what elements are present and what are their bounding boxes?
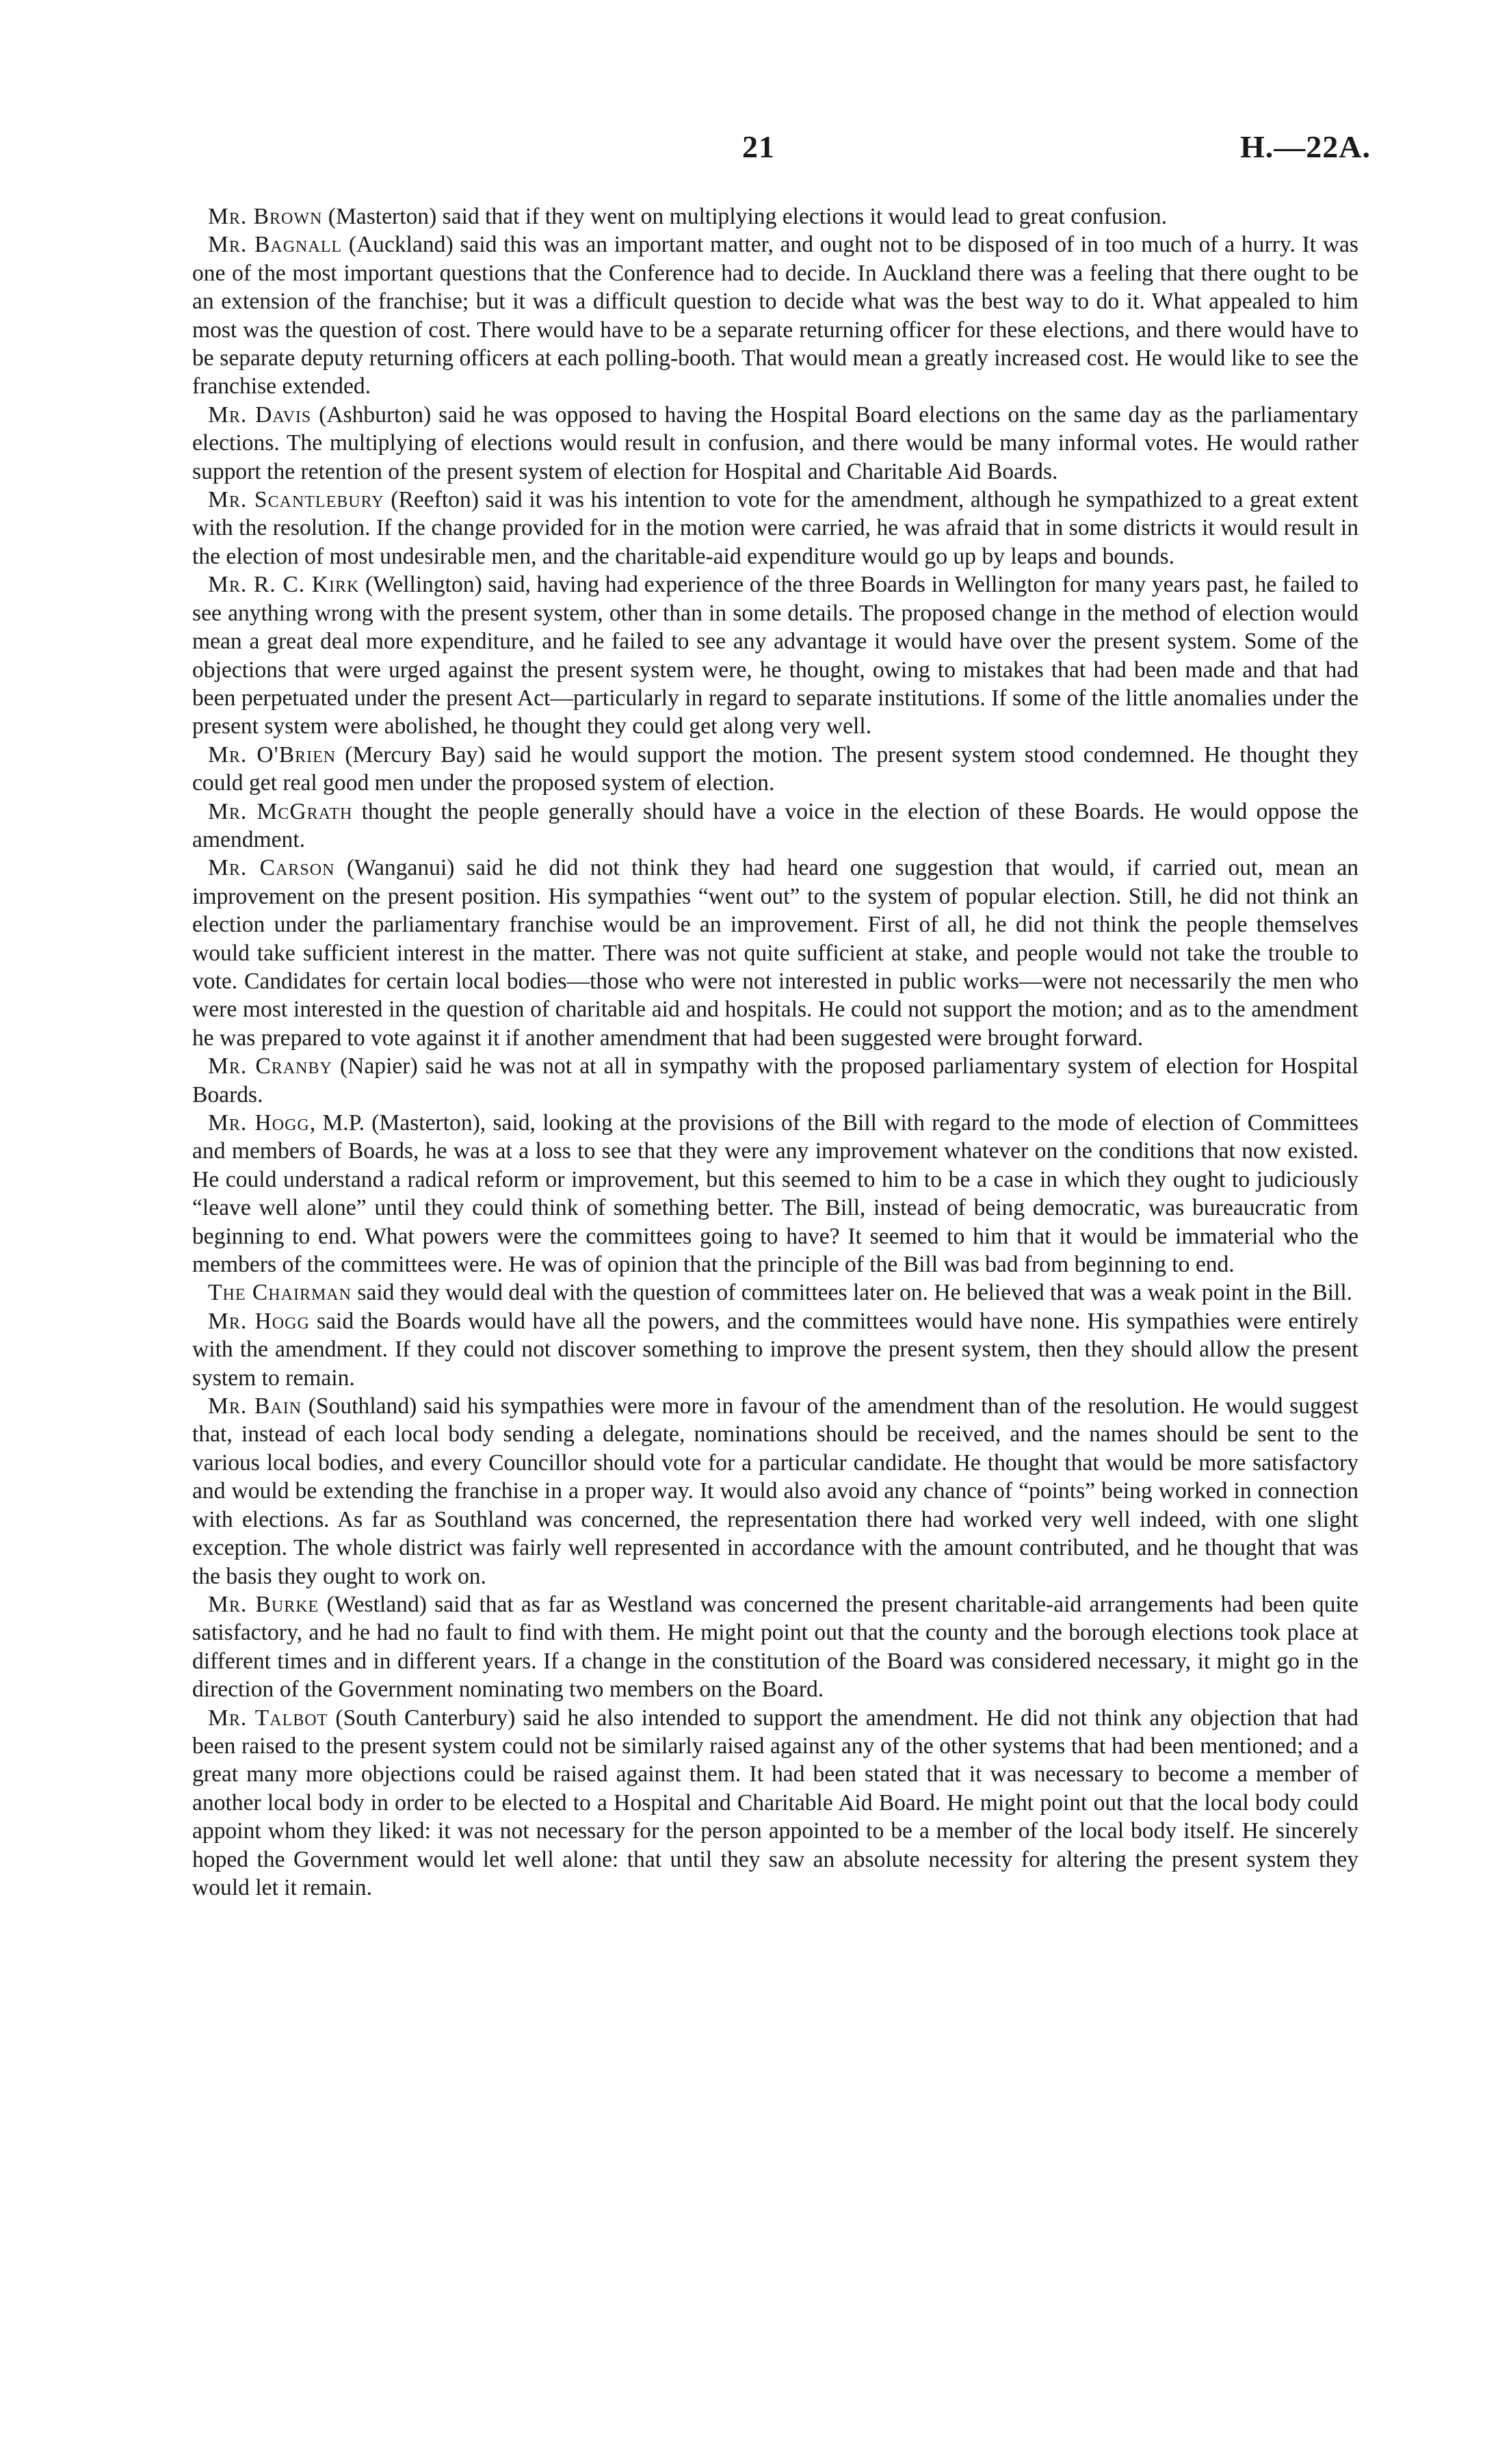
paragraph [192,1109,1358,1279]
paragraph [192,1279,1358,1307]
paragraph-text: (South Canterbury) said he also intended to support the amendment. He did not think any objection that had been raised to the present system could not be similarly raised against any of the other systems that had been mentioned; and a great many more objections could be raised against them. It had been stated that it was necessary to become a member of another local body in order to be elected to a Hospital and Charitable Aid Board. He might point out that the local body could appoint whom they liked: it was not necessary for the person appointed to be a member of the local body itself. He sincerely hoped the Government would let well alone: that until they saw an absolute necessity for altering the present system they would let it remain. [192,1705,1358,1900]
speaker-name: Mr. Scantlebury [208,487,384,513]
speaker-name: Mr. Talbot [208,1705,328,1731]
paragraph-text: (Masterton) said that if they went on multiplying elections it would lead to great confusion. [322,204,1168,229]
paragraph-text: (Auckland) said this was an important matter, and ought not to be disposed of in too much of a hurry. It was one of the most important questions that the Conference had to decide. In Auckland there was a feeling that there ought to be an extension of the franchise; but it was a difficult question to decide what was the best way to do it. What appealed to him most was the question of cost. There would have to be a separate returning officer for these elections, and there would have to be separate deputy returning officers at each polling-booth. That would mean a greatly increased cost. He would like to see the franchise extended. [192,232,1359,399]
paragraph [192,401,1358,486]
speaker-name: Mr. Cranby [208,1053,332,1079]
paragraph [192,1704,1358,1902]
speaker-name: Mr. Hogg [208,1308,310,1334]
speaker-name: Mr. O'Brien [208,742,337,768]
paragraph [192,798,1358,854]
paragraph [192,854,1358,1052]
speaker-name: The Chairman [208,1280,352,1306]
paragraph [192,571,1358,740]
speaker-name: Mr. Carson [208,855,335,881]
paragraph-text: (Wanganui) said he did not think they had heard one suggestion that would, if carried out, mean an improvement on the present position. His sympathies “went out” to the system of popular election. Still, he did not think an election under the parliamentary franchise would be an improvement. First of all, he did not think the people themselves would take sufficient interest in the matter. There was not quite sufficient at stake, and people would not take the trouble to vote. Candidates for certain local bodies—those who were not interested in public works—were not necessarily the men who were most interested in the question of charitable aid and hospitals. He could not support the motion; and as to the amendment he was prepared to vote against it if another amendment that had been suggested were brought forward. [192,855,1359,1051]
speaker-name: Mr. Bain [208,1393,302,1419]
paragraph [192,231,1358,400]
paragraph [192,202,1358,231]
paragraph [192,486,1358,571]
speaker-name: Mr. McGrath [208,798,353,824]
paragraph-text: (Westland) said that as far as Westland was concerned the present charitable-aid arrangements had been quite satisfactory, and he had no fault to find with them. He might point out that the county and the borough elections took place at different times and in different years. If a change in the constitution of the Board was considered necessary, it might go in the direction of the Government nominating two members on the Board. [192,1591,1358,1703]
paragraph-text: (Napier) said he was not at all in sympathy with the proposed parliamentary system of election for Hospital Boards. [192,1053,1359,1108]
speaker-name: Mr. Burke [208,1591,319,1617]
speaker-name: Mr. Hogg [208,1110,310,1136]
speaker-name: Mr. Brown [208,204,323,229]
paragraph [192,1052,1358,1109]
page-number: 21 [742,129,775,164]
paragraph-text: said they would deal with the question of committees later on. He believed that was a weak point in the Bill. [351,1280,1353,1306]
paragraph-text: (Wellington) said, having had experience of the three Boards in Wellington for many years past, he failed to see anything wrong with the present system, other than in some details. The proposed change in the method of election would mean a great deal more expenditure, and he failed to see any advantage it would have over the present system. Some of the objections that were urged against the present system were, he thought, owing to mistakes that had been made and that had been perpetuated under the present Act—particularly in regard to separate institutions. If some of the little anomalies under the present system were abolished, he thought they could get along very well. [192,572,1358,739]
paragraph-text: (Mercury Bay) said he would support the motion. The present system stood condemned. He thought they could get real good men under the proposed system of election. [192,742,1358,796]
speaker-name: Mr. Bagnall [208,232,343,258]
paragraph-text: (Reefton) said it was his intention to vote for the amendment, although he sympathized to a great extent with the resolution. If the change provided for in the motion were carried, he was afraid that in some districts it would result in the election of most undesirable men, and the charitable-aid expenditure would go up by leaps and bounds. [192,487,1358,569]
speaker-name: Mr. Davis [208,402,312,428]
paragraph-text: , M.P. (Masterton), said, looking at the provisions of the Bill with regard to the mode of election of Committees and members of Boards, he was at a loss to see that they were any improvement whatever on the conditions that now existed. He could understand a radical reform or improvement, but this seemed to him to be a case in which they ought to judiciously “leave well alone” until they could think of something better. The Bill, instead of being democratic, was bureaucratic from beginning to end. What powers were the committees going to have? It seemed to him that it would be immaterial who the members of the committees were. He was of opinion that the principle of the Bill was bad from beginning to end. [192,1110,1359,1278]
paragraph [192,1590,1358,1704]
paragraph-text: (Ashburton) said he was opposed to having the Hospital Board elections on the same day as the parliamentary elections. The multiplying of elections would result in confusion, and there would be many informal votes. He would rather support the retention of the present system of election for Hospital and Charitable Aid Boards. [192,402,1359,484]
proceedings-text [192,202,1358,1902]
paragraph [192,1307,1358,1392]
paragraph [192,741,1358,798]
paragraph [192,1392,1358,1590]
page-header [0,129,1511,170]
paragraph-text: said the Boards would have all the powers, and the committees would have none. His sympathies were entirely with the amendment. If they could not discover something to improve the present system, then they should allow the present system to remain. [192,1308,1358,1391]
speaker-name: Mr. R. C. Kirk [208,572,360,598]
paragraph-text: thought the people generally should have a voice in the election of these Boards. He would oppose the amendment. [192,798,1358,852]
document-reference: H.—22A. [1240,129,1371,164]
paragraph-text: (Southland) said his sympathies were more in favour of the amendment than of the resolution. He would suggest that, instead of each local body sending a delegate, nominations should be received, and the names should be sent to the various local bodies, and every Councillor should vote for a particular candidate. He thought that would be more satisfactory and would be extending the franchise in a proper way. It would also avoid any chance of “points” being worked in connection with elections. As far as Southland was concerned, the representation there had worked very well indeed, with one slight exception. The whole district was fairly well represented in accordance with the amount contributed, and he thought that was the basis they ought to work on. [192,1393,1358,1589]
